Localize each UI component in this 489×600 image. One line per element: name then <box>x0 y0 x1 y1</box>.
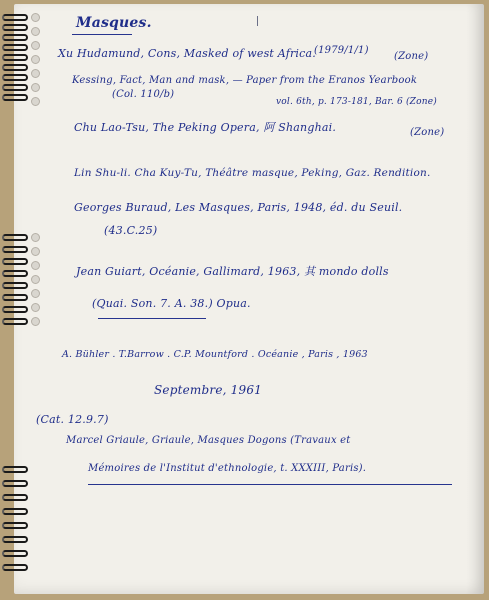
ring <box>2 294 28 301</box>
punch-hole <box>31 13 40 22</box>
entry-1: Xu Hudamund, Cons, Masked of west Africa. <box>58 47 316 60</box>
entry-4: vol. 6th, p. 173-181, Bar. 6 (Zone) <box>276 97 437 107</box>
entry-1-tag: (Zone) <box>394 51 429 62</box>
punch-hole <box>31 41 40 50</box>
ring <box>2 550 28 557</box>
punch-hole <box>31 261 40 270</box>
ring <box>2 34 28 41</box>
ring <box>2 44 28 51</box>
heading-underline <box>72 34 132 35</box>
ring <box>2 564 28 571</box>
ring <box>2 64 28 71</box>
notebook-page <box>14 4 484 594</box>
ring <box>2 24 28 31</box>
entry-8: (43.C.25) <box>104 224 158 237</box>
ring <box>2 480 28 487</box>
ring <box>2 84 28 91</box>
ring <box>2 258 28 265</box>
punch-hole <box>31 317 40 326</box>
entry-1-note: (1979/1/1) <box>314 45 369 56</box>
entry-5-tag: (Zone) <box>410 127 445 138</box>
entry-13: (Cat. 12.9.7) <box>36 413 109 426</box>
punch-hole <box>31 55 40 64</box>
punch-hole <box>31 27 40 36</box>
ring <box>2 54 28 61</box>
punch-hole <box>31 233 40 242</box>
page-heading: Masques. <box>76 15 152 31</box>
ring <box>2 306 28 313</box>
ring <box>2 466 28 473</box>
entry-15-underline <box>88 484 452 485</box>
ring <box>2 94 28 101</box>
punch-hole <box>31 303 40 312</box>
ring <box>2 270 28 277</box>
ring <box>2 318 28 325</box>
entry-5: Chu Lao-Tsu, The Peking Opera, 阿 Shanghai. <box>74 121 337 134</box>
punch-hole <box>31 275 40 284</box>
ring <box>2 14 28 21</box>
punch-hole <box>31 97 40 106</box>
punch-hole <box>31 247 40 256</box>
entry-7: Georges Buraud, Les Masques, Paris, 1948, éd. du Seuil. <box>74 201 403 214</box>
ring <box>2 508 28 515</box>
entry-2: Kessing, Fact, Man and mask, — Paper from the Eranos Yearbook <box>72 75 418 86</box>
entry-12: Septembre, 1961 <box>154 383 262 397</box>
punch-hole <box>31 289 40 298</box>
ring <box>2 494 28 501</box>
entry-15: Mémoires de l'Institut d'ethnologie, t. XXXIII, Paris). <box>88 463 367 474</box>
entry-14: Marcel Griaule, Griaule, Masques Dogons (Travaux et <box>66 435 351 446</box>
ring <box>2 246 28 253</box>
ring <box>2 74 28 81</box>
ring <box>2 536 28 543</box>
entry-10: (Quai. Son. 7. A. 38.) Opua. <box>92 297 251 310</box>
page-mark <box>257 16 258 26</box>
ring <box>2 522 28 529</box>
entry-9: Jean Guiart, Océanie, Gallimard, 1963, 其 mondo dolls <box>76 265 389 278</box>
entry-11: A. Bühler . T.Barrow . C.P. Mountford . Océanie , Paris , 1963 <box>62 349 368 360</box>
ring <box>2 282 28 289</box>
entry-3: (Col. 110/b) <box>112 89 175 100</box>
entry-6: Lin Shu-li. Cha Kuy-Tu, Théâtre masque, Peking, Gaz. Rendition. <box>74 167 431 179</box>
punch-hole <box>31 69 40 78</box>
ring <box>2 234 28 241</box>
entry-10-underline <box>98 318 206 319</box>
punch-hole <box>31 83 40 92</box>
